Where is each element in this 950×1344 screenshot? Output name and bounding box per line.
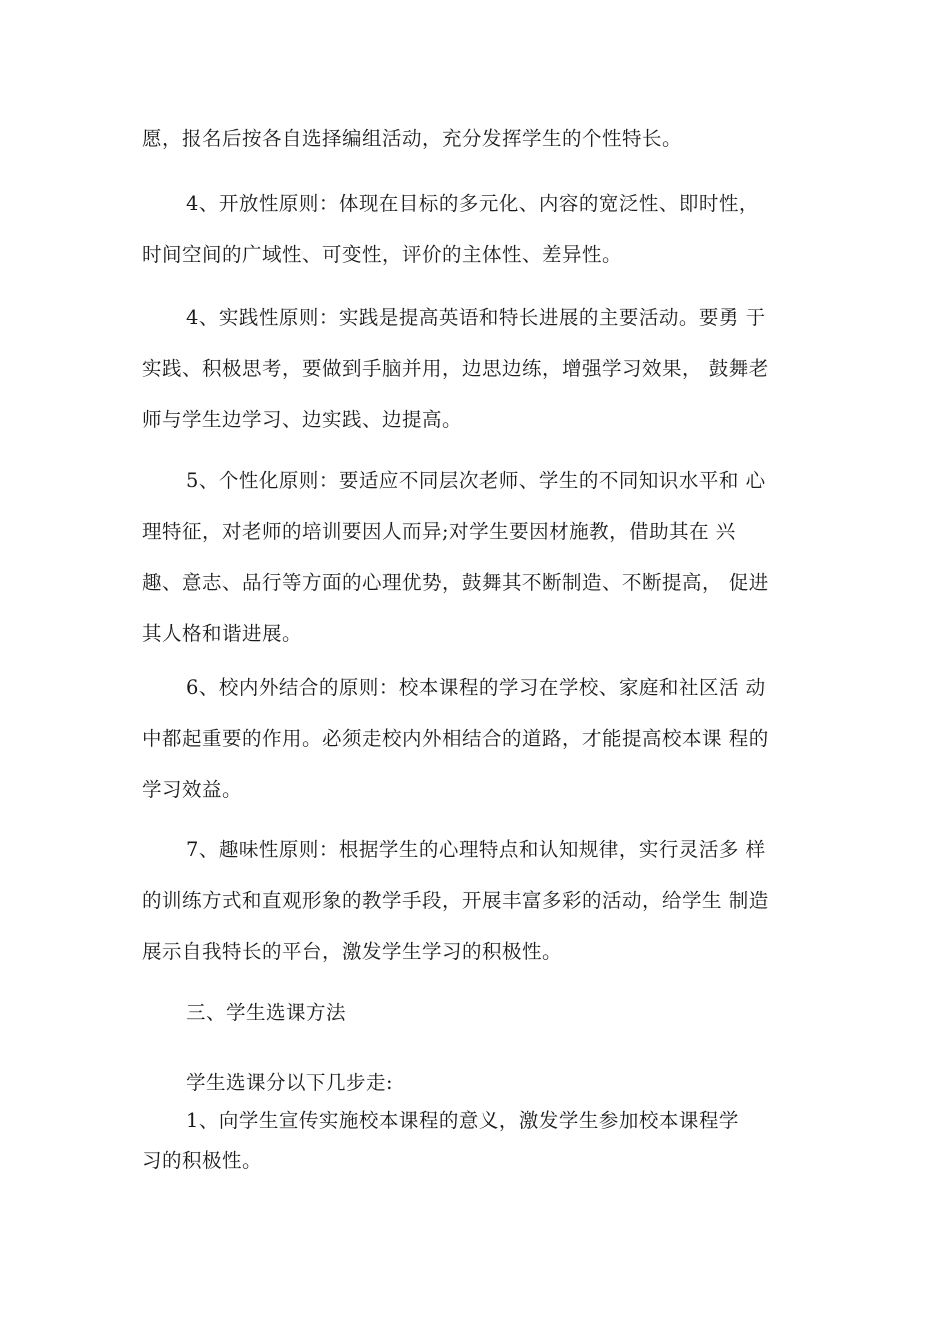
text-line: 师与学生边学习、边实践、边提高。 bbox=[142, 408, 463, 431]
paragraph-openness-principle bbox=[142, 178, 822, 280]
paragraph-school-community-principle bbox=[142, 662, 822, 815]
paragraph-interest-principle bbox=[142, 824, 822, 977]
text-line: 习的积极性。 bbox=[142, 1149, 263, 1172]
text-line: 学生选课分以下几步走: bbox=[186, 1071, 394, 1094]
text-line: 时间空间的广域性、可变性，评价的主体性、差异性。 bbox=[142, 243, 623, 266]
section-heading-course-selection bbox=[142, 987, 822, 1038]
text-line: 愿，报名后按各自选择编组活动，充分发挥学生的个性特长。 bbox=[142, 127, 683, 150]
text-line: 趣、意志、品行等方面的心理优势，鼓舞其不断制造、不断提高， 促进 bbox=[142, 571, 769, 594]
text-line: 6、校内外结合的原则：校本课程的学习在学校、家庭和社区活 动 bbox=[186, 676, 766, 699]
text-line: 1、向学生宣传实施校本课程的意义，激发学生参加校本课程学 bbox=[186, 1109, 739, 1132]
paragraph-practice-principle bbox=[142, 292, 822, 445]
text-line: 4、开放性原则：体现在目标的多元化、内容的宽泛性、即时性， bbox=[186, 192, 759, 215]
text-line: 三、学生选课方法 bbox=[186, 1001, 347, 1024]
text-line: 的训练方式和直观形象的教学手段，开展丰富多彩的活动，给学生 制造 bbox=[142, 889, 769, 912]
paragraph-personalization-principle bbox=[142, 455, 822, 659]
text-line: 5、个性化原则：要适应不同层次老师、学生的不同知识水平和 心 bbox=[186, 469, 766, 492]
text-line: 实践、积极思考，要做到手脑并用，边思边练，增强学习效果， 鼓舞老 bbox=[142, 357, 769, 380]
paragraph-step-one bbox=[142, 1101, 822, 1181]
text-line: 其人格和谐进展。 bbox=[142, 622, 303, 645]
paragraph-continuation bbox=[142, 113, 822, 164]
text-line: 理特征，对老师的培训要因人而异;对学生要因材施教，借助其在 兴 bbox=[142, 520, 736, 543]
text-line: 学习效益。 bbox=[142, 778, 243, 801]
paragraph-selection-steps-intro bbox=[142, 1063, 822, 1103]
text-line: 7、趣味性原则：根据学生的心理特点和认知规律，实行灵活多 样 bbox=[186, 838, 766, 861]
text-line: 中都起重要的作用。必须走校内外相结合的道路，才能提高校本课 程的 bbox=[142, 727, 769, 750]
text-line: 展示自我特长的平台，激发学生学习的积极性。 bbox=[142, 940, 563, 963]
text-line: 4、实践性原则：实践是提高英语和特长进展的主要活动。要勇 于 bbox=[186, 306, 766, 329]
